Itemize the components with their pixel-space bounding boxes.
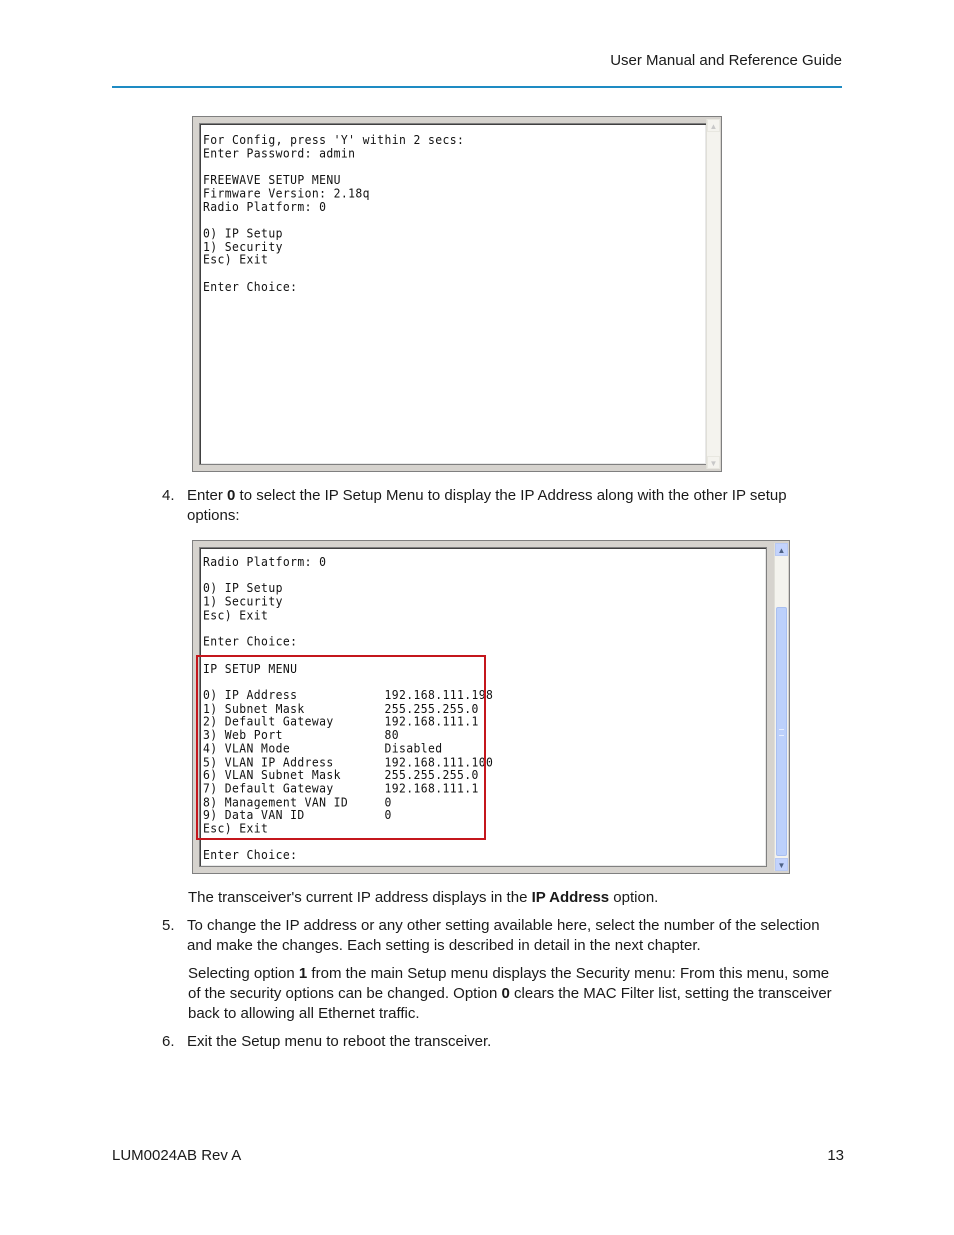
step-4-number: 4. [162,487,175,504]
scroll-up-icon[interactable]: ▲ [775,543,788,556]
security-note-p1: Selecting option [188,965,299,982]
security-note-p2: from the main Setup menu displays the Security menu: From this menu, some [307,965,830,982]
scrollbar[interactable] [706,119,720,469]
terminal-screenshot-1 [192,116,722,472]
terminal-text: Radio Platform: 0 0) IP Setup 1) Security Esc) Exit Enter Choice: IP SETUP MENU 0) IP Address 192.168.111.198 1) Subnet Mask 255.255.255.0 2) Default Gateway 192.168.111.1 3) Web Port 80 4) VLAN Mode Disabled 5) VLAN IP Address 192.168.111.100 6) VLAN Subnet Mask 255.255.255.0 7) Default Gateway 192.168.111.1 8) Management VAN ID 0 9) Data VAN ID 0 Esc) Exit Enter Choice: [203,554,494,863]
scroll-thumb[interactable] [776,607,787,856]
note-bold: IP Address [531,889,610,906]
step-6-number: 6. [162,1033,175,1050]
step-4-bold: 0 [227,487,236,504]
footer-doc-id: LUM0024AB Rev A [112,1147,242,1164]
terminal-screen [199,123,707,465]
scroll-down-icon[interactable]: ▼ [707,456,720,469]
step-5-line1: To change the IP address or any other setting available here, select the number of the selection [187,917,820,934]
step-5-line2: and make the changes. Each setting is described in detail in the next chapter. [187,937,701,954]
scroll-grip [779,729,784,736]
security-note [188,964,832,1024]
security-note-b1: 1 [298,965,308,982]
note-pre: The transceiver's current IP address displays in the [188,889,532,906]
scroll-down-icon[interactable]: ▼ [775,858,788,871]
step-5-text [187,916,820,956]
step-4-line2: options: [187,507,240,524]
footer-page-number: 13 [827,1147,844,1164]
note-post: option. [609,889,659,906]
scroll-up-icon[interactable]: ▲ [707,119,720,132]
step-4-post: to select the IP Setup Menu to display the IP Address along with the other IP setup [235,487,787,504]
security-note-p5: back to allowing all Ethernet traffic. [188,1005,420,1022]
ip-setup-highlight-box [196,655,486,840]
security-note-p3: of the security options can be changed. Option [188,985,502,1002]
step-4-pre: Enter [187,487,228,504]
ip-address-note [188,888,658,908]
scrollbar[interactable] [774,543,788,871]
security-note-p4: clears the MAC Filter list, setting the transceiver [509,985,832,1002]
security-note-b2: 0 [501,985,510,1002]
header-rule [112,86,842,88]
page-header-title: User Manual and Reference Guide [610,52,842,69]
step-5-number: 5. [162,917,175,934]
step-4-text [187,486,787,526]
step-6-text: Exit the Setup menu to reboot the transceiver. [187,1033,492,1050]
terminal-text: For Config, press 'Y' within 2 secs: Enter Password: admin FREEWAVE SETUP MENU Firmware Version: 2.18q Radio Platform: 0 0) IP Setup 1) Security Esc) Exit Enter Choice: [203,132,465,294]
